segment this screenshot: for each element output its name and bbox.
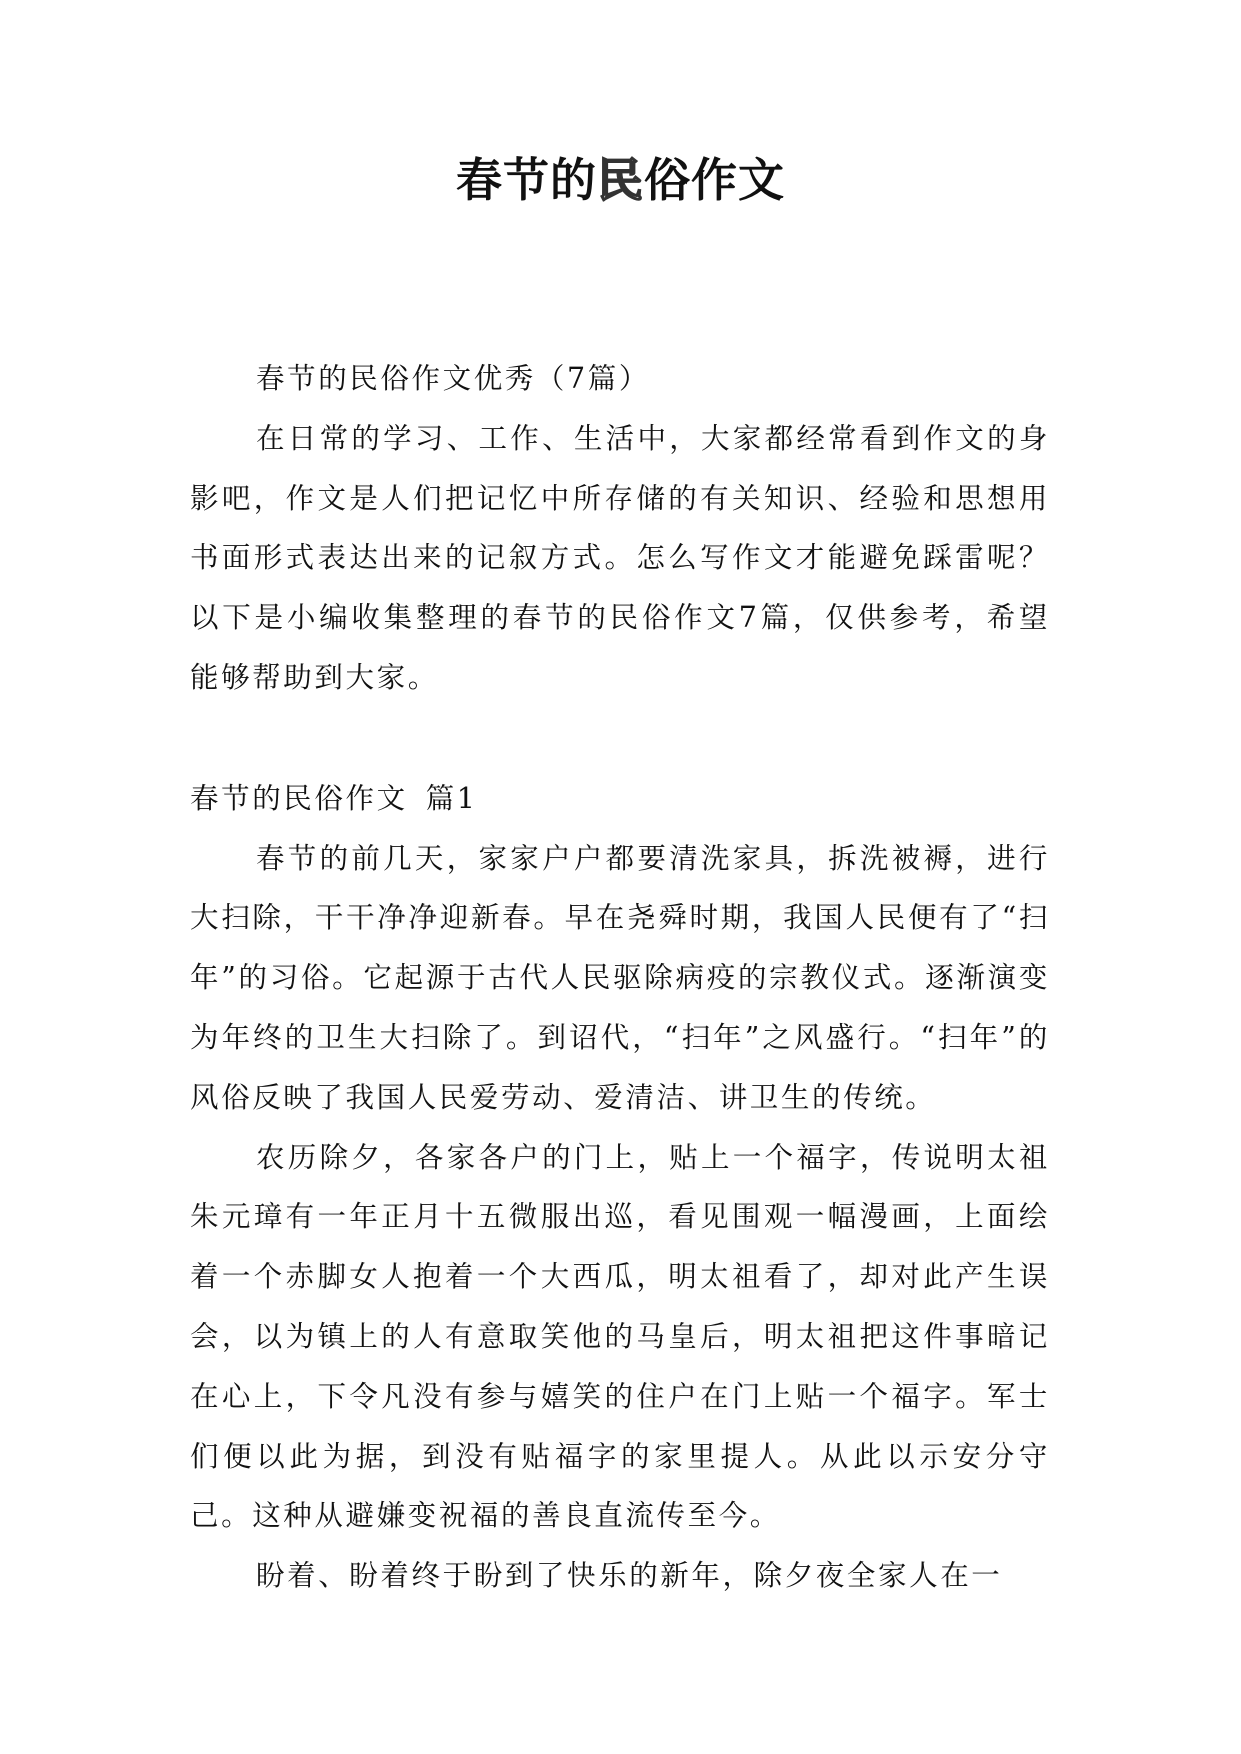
- body-paragraph: 盼着、盼着终于盼到了快乐的新年，除夕夜全家人在一: [256, 1559, 1003, 1593]
- title-part-outlined-char: 民: [597, 153, 644, 207]
- section-title: 春节的民俗作文: [190, 781, 408, 815]
- document-body: [190, 349, 1050, 1606]
- section-label: 篇1: [425, 781, 478, 815]
- document-subtitle: 春节的民俗作文优秀（7篇）: [256, 362, 650, 395]
- title-part-1: 春节的: [456, 153, 597, 207]
- title-part-3: 俗作文: [644, 153, 785, 207]
- body-paragraph: 农历除夕，各家各户的门上，贴上一个福字，传说明太祖朱元璋有一年正月十五微服出巡，看见围观一幅漫画，上面绘着一个赤脚女人抱着一个大西瓜，明太祖看了，却对此产生误会，以为镇上的人有意取笑他的马皇后，明太祖把这件事暗记在心上，下令凡没有参与嬉笑的住户在门上贴一个福字。军士们便以此为据，到没有贴福字的家里提人。从此以示安分守己。这种从避嫌变祝福的善良直流传至今。: [190, 1140, 1050, 1533]
- section-heading: [190, 769, 1050, 829]
- paragraph-spacer: [190, 708, 1050, 769]
- intro-paragraph: 在日常的学习、工作、生活中，大家都经常看到作文的身影吧，作文是人们把记忆中所存储的有关知识、经验和思想用书面形式表达出来的记叙方式。怎么写作文才能避免踩雷呢？以下是小编收集整理的春节的民俗作文7篇，仅供参考，希望能够帮助到大家。: [190, 421, 1050, 694]
- document-title: [0, 150, 1241, 210]
- body-paragraph: 春节的前几天，家家户户都要清洗家具，拆洗被褥，进行大扫除，干干净净迎新春。早在尧舜时期，我国人民便有了“扫年”的习俗。它起源于古代人民驱除病疫的宗教仪式。逐渐演变为年终的卫生大扫除了。到诏代，“扫年”之风盛行。“扫年”的风俗反映了我国人民爱劳动、爱清洁、讲卫生的传统。: [190, 841, 1050, 1114]
